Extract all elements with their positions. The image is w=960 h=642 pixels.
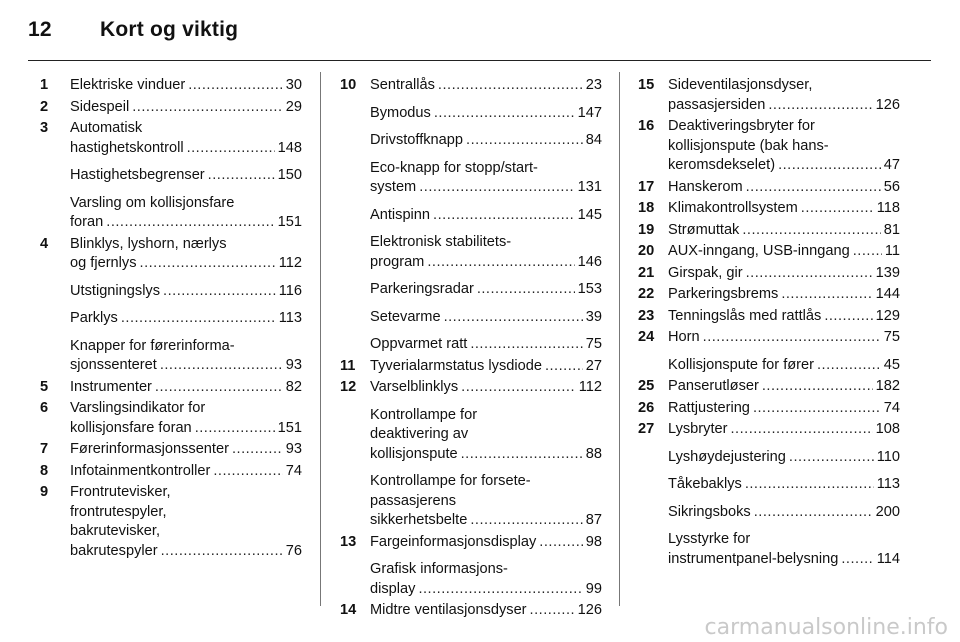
page-reference: 81 — [883, 221, 900, 238]
entry-label: Panserutløser — [668, 378, 759, 394]
index-entry — [40, 194, 302, 233]
item-number: 18 — [638, 200, 655, 216]
entry-last-line — [70, 440, 302, 460]
dot-leader — [762, 377, 873, 397]
header-rule — [28, 60, 931, 61]
entry-text-line: Elektronisk stabilitets- — [370, 234, 512, 250]
index-entry — [340, 335, 602, 355]
item-number: 12 — [340, 379, 357, 395]
dot-leader — [824, 307, 872, 327]
entry-last-line — [370, 601, 602, 621]
entry-last-line — [370, 378, 602, 398]
index-entry — [40, 399, 302, 438]
dot-leader — [208, 166, 275, 186]
item-number: 24 — [638, 329, 655, 345]
entry-text-line: Varsling om kollisjonsfare — [70, 194, 235, 211]
entry-label: Førerinformasjonssenter — [70, 441, 229, 457]
index-entry — [340, 601, 602, 621]
page-number: 12 — [28, 18, 52, 41]
dot-leader — [155, 378, 283, 398]
entry-label: Elektriske vinduer — [70, 77, 186, 93]
dot-leader — [466, 131, 583, 151]
dot-leader — [160, 356, 283, 376]
entry-last-line — [668, 448, 900, 468]
dot-leader — [817, 356, 881, 376]
entry-last-line — [70, 213, 302, 233]
page-reference: 88 — [585, 445, 602, 462]
page-reference: 93 — [285, 441, 302, 457]
dot-leader — [853, 242, 882, 262]
entry-last-line — [668, 399, 900, 419]
item-number: 3 — [40, 120, 49, 136]
entry-label: Rattjustering — [668, 399, 750, 416]
page-reference: 113 — [876, 476, 900, 492]
entry-label: sjonssenteret — [70, 357, 157, 373]
item-number: 25 — [638, 378, 655, 394]
entry-last-line — [668, 221, 900, 241]
index-column-2 — [340, 76, 602, 623]
entry-label: Hanskerom — [668, 178, 743, 195]
dot-leader — [187, 139, 275, 159]
index-entry — [340, 308, 602, 328]
dot-leader — [754, 503, 873, 523]
entry-label: Setevarme — [370, 308, 441, 325]
entry-last-line — [370, 178, 602, 198]
entry-text-line: Eco-knapp for stopp/start- — [370, 159, 538, 176]
index-entry — [40, 378, 302, 398]
page-reference: 126 — [577, 602, 602, 618]
index-entry — [40, 440, 302, 460]
entry-label: Instrumenter — [70, 378, 152, 395]
entry-text-line: Varslingsindikator for — [70, 400, 206, 416]
entry-last-line — [370, 533, 602, 553]
index-entry — [638, 76, 900, 115]
dot-leader — [461, 445, 583, 465]
entry-label: Parklys — [70, 310, 118, 326]
dot-leader — [419, 178, 574, 198]
entry-last-line — [668, 199, 900, 219]
entry-text-line: passasjerens — [370, 492, 456, 509]
entry-label: Varselblinklys — [370, 379, 459, 395]
item-number: 16 — [638, 118, 655, 134]
page-reference: 82 — [285, 378, 302, 395]
index-entry — [340, 378, 602, 398]
dot-leader — [730, 420, 872, 440]
index-entry — [40, 337, 302, 376]
page-reference: 74 — [883, 399, 900, 416]
page-reference: 75 — [585, 336, 602, 352]
item-number: 6 — [40, 400, 49, 416]
entry-last-line — [668, 377, 900, 397]
entry-last-line — [668, 550, 900, 570]
watermark: carmanualsonline.info — [704, 615, 948, 640]
entry-label: Fargeinformasjonsdisplay — [370, 533, 537, 550]
page-reference: 11 — [884, 243, 900, 259]
item-number: 26 — [638, 399, 655, 416]
dot-leader — [781, 285, 872, 305]
entry-last-line — [70, 98, 302, 118]
index-entry — [638, 199, 900, 219]
entry-label: Parkeringsbrems — [668, 286, 779, 302]
entry-label: Lyshøydejustering — [668, 448, 786, 465]
entry-last-line — [370, 357, 602, 377]
entry-last-line — [370, 104, 602, 124]
page-reference: 27 — [585, 357, 602, 374]
item-number: 22 — [638, 286, 655, 302]
dot-leader — [132, 98, 283, 118]
page-title: Kort og viktig — [100, 18, 239, 41]
item-number: 2 — [40, 98, 49, 115]
index-entry — [638, 178, 900, 198]
page-reference: 146 — [577, 253, 602, 270]
index-entry — [340, 472, 602, 531]
index-entry — [638, 475, 900, 495]
page-reference: 151 — [277, 419, 302, 436]
dot-leader — [163, 282, 276, 302]
page-reference: 98 — [585, 533, 602, 550]
index-entry — [340, 104, 602, 124]
page-reference: 200 — [875, 503, 900, 520]
index-entry — [638, 328, 900, 348]
entry-last-line — [70, 542, 302, 562]
entry-last-line — [370, 131, 602, 151]
item-number: 23 — [638, 307, 655, 324]
entry-last-line — [370, 580, 602, 600]
page-reference: 148 — [277, 139, 302, 156]
entry-label: Sidespeil — [70, 98, 130, 115]
entry-last-line — [370, 280, 602, 300]
entry-text-line: Kontrollampe for forsete- — [370, 473, 531, 489]
index-entry — [40, 235, 302, 274]
dot-leader — [470, 335, 582, 355]
index-entry — [40, 309, 302, 329]
dot-leader — [801, 199, 874, 219]
dot-leader — [121, 309, 276, 329]
entry-label: Strømuttak — [668, 221, 740, 238]
page-reference: 93 — [285, 357, 302, 373]
entry-label: passasjersiden — [668, 96, 766, 113]
dot-leader — [745, 475, 874, 495]
entry-text-line: Frontrutevisker, — [70, 484, 171, 500]
entry-label: Antispinn — [370, 206, 431, 223]
page-reference: 144 — [875, 286, 900, 302]
item-number: 9 — [40, 484, 49, 500]
index-entry — [340, 131, 602, 151]
dot-leader — [539, 533, 582, 553]
index-entry — [638, 307, 900, 327]
page-reference: 99 — [585, 580, 602, 597]
item-number: 11 — [340, 357, 356, 374]
index-entry — [40, 483, 302, 561]
dot-leader — [106, 213, 274, 233]
entry-label: Midtre ventilasjonsdyser — [370, 602, 527, 618]
entry-label: Sentrallås — [370, 77, 435, 93]
entry-label: Hastighetsbegrenser — [70, 167, 205, 183]
entry-label: system — [370, 179, 417, 195]
dot-leader — [789, 448, 874, 468]
page-reference: 108 — [875, 421, 900, 437]
dot-leader — [703, 328, 881, 348]
page-reference: 151 — [277, 214, 302, 230]
page-reference: 126 — [875, 96, 900, 113]
dot-leader — [213, 462, 282, 482]
entry-last-line — [668, 307, 900, 327]
entry-label: Bymodus — [370, 104, 431, 121]
entry-label: instrumentpanel-belysning — [668, 550, 839, 567]
dot-leader — [232, 440, 283, 460]
entry-label: keromsdekselet) — [668, 157, 776, 173]
page-reference: 153 — [577, 281, 602, 297]
dot-leader — [778, 156, 881, 176]
dot-leader — [530, 601, 575, 621]
entry-label: AUX-inngang, USB-inngang — [668, 243, 850, 259]
index-column-3 — [638, 76, 900, 571]
index-entry — [638, 242, 900, 262]
entry-last-line — [370, 511, 602, 531]
entry-last-line — [668, 475, 900, 495]
entry-last-line — [370, 335, 602, 355]
item-number: 21 — [638, 264, 655, 281]
entry-label: Klimakontrollsystem — [668, 200, 798, 216]
index-entry — [638, 530, 900, 569]
index-entry — [340, 159, 602, 198]
entry-last-line — [70, 282, 302, 302]
dot-leader — [195, 419, 275, 439]
dot-leader — [433, 206, 575, 226]
index-entry — [340, 76, 602, 96]
page-reference: 145 — [577, 206, 602, 223]
dot-leader — [841, 550, 873, 570]
page-reference: 29 — [285, 98, 302, 115]
dot-leader — [427, 253, 574, 273]
index-entry — [340, 406, 602, 465]
entry-label: Girspak, gir — [668, 264, 743, 281]
entry-text-line: bakrutevisker, — [70, 523, 161, 539]
entry-last-line — [668, 328, 900, 348]
dot-leader — [545, 357, 583, 377]
index-entry — [40, 76, 302, 96]
entry-text-line: Sideventilasjonsdyser, — [668, 77, 813, 93]
dot-leader — [418, 580, 582, 600]
dot-leader — [477, 280, 575, 300]
page-reference: 74 — [285, 462, 302, 479]
entry-last-line — [668, 96, 900, 116]
dot-leader — [188, 76, 283, 96]
entry-label: Infotainmentkontroller — [70, 462, 211, 479]
entry-last-line — [668, 420, 900, 440]
item-number: 7 — [40, 441, 49, 457]
page-reference: 45 — [883, 356, 900, 373]
item-number: 8 — [40, 462, 49, 479]
entry-last-line — [70, 76, 302, 96]
page-reference: 75 — [883, 329, 900, 345]
index-entry — [638, 399, 900, 419]
entry-label: foran — [70, 214, 104, 230]
dot-leader — [470, 511, 582, 531]
entry-last-line — [70, 309, 302, 329]
page-reference: 114 — [876, 550, 900, 567]
entry-label: Drivstoffknapp — [370, 132, 464, 148]
index-entry — [638, 503, 900, 523]
entry-text-line: Kontrollampe for — [370, 406, 478, 423]
page-reference: 39 — [585, 308, 602, 325]
dot-leader — [434, 104, 575, 124]
page-reference: 87 — [585, 512, 602, 528]
entry-last-line — [370, 308, 602, 328]
index-entry — [638, 264, 900, 284]
entry-last-line — [668, 503, 900, 523]
index-entry — [638, 117, 900, 176]
item-number: 19 — [638, 221, 655, 238]
entry-label: Horn — [668, 329, 700, 345]
page-reference: 30 — [285, 77, 302, 93]
dot-leader — [438, 76, 583, 96]
entry-last-line — [668, 178, 900, 198]
index-entry — [340, 280, 602, 300]
entry-last-line — [370, 206, 602, 226]
index-entry — [638, 448, 900, 468]
entry-last-line — [70, 419, 302, 439]
entry-text-line: frontrutespyler, — [70, 503, 167, 520]
entry-last-line — [668, 242, 900, 262]
entry-label: Kollisjonspute for fører — [668, 356, 814, 373]
index-entry — [40, 462, 302, 482]
entry-last-line — [668, 156, 900, 176]
entry-last-line — [370, 76, 602, 96]
entry-last-line — [370, 253, 602, 273]
entry-last-line — [70, 462, 302, 482]
index-entry — [40, 119, 302, 158]
entry-last-line — [70, 378, 302, 398]
item-number: 27 — [638, 421, 655, 437]
dot-leader — [753, 399, 881, 419]
entry-label: Sikringsboks — [668, 503, 751, 520]
index-entry — [638, 285, 900, 305]
index-entry — [638, 221, 900, 241]
dot-leader — [746, 178, 881, 198]
entry-text-line: Deaktiveringsbryter for — [668, 118, 815, 134]
dot-leader — [461, 378, 576, 398]
item-number: 14 — [340, 602, 357, 618]
page-reference: 110 — [876, 448, 900, 465]
item-number: 5 — [40, 378, 49, 395]
entry-last-line — [370, 445, 602, 465]
page-reference: 131 — [577, 179, 602, 195]
item-number: 4 — [40, 235, 49, 252]
entry-label: Parkeringsradar — [370, 281, 474, 297]
entry-label: Oppvarmet ratt — [370, 336, 468, 352]
dot-leader — [746, 264, 873, 284]
item-number: 13 — [340, 533, 357, 550]
column-divider — [619, 72, 620, 606]
item-number: 20 — [638, 243, 655, 259]
entry-label: Lysbryter — [668, 421, 728, 437]
page-header — [28, 18, 238, 42]
index-entry — [638, 377, 900, 397]
entry-label: kollisjonsfare foran — [70, 419, 192, 436]
entry-label: display — [370, 580, 416, 597]
entry-last-line — [668, 356, 900, 376]
item-number: 17 — [638, 178, 655, 195]
dot-leader — [140, 254, 276, 274]
entry-last-line — [70, 166, 302, 186]
index-entry — [340, 233, 602, 272]
entry-text-line: Automatisk — [70, 120, 143, 136]
page-reference: 56 — [883, 178, 900, 195]
page-reference: 139 — [875, 264, 900, 281]
entry-label: Tåkebaklys — [668, 476, 742, 492]
entry-text-line: Knapper for førerinforma- — [70, 337, 235, 354]
index-entry — [340, 357, 602, 377]
index-column-1 — [40, 76, 302, 563]
dot-leader — [768, 96, 872, 116]
entry-last-line — [70, 254, 302, 274]
page-reference: 150 — [277, 167, 302, 183]
page-reference: 112 — [278, 255, 302, 271]
dot-leader — [742, 221, 880, 241]
entry-last-line — [668, 264, 900, 284]
dot-leader — [444, 308, 583, 328]
page-reference: 47 — [883, 157, 900, 173]
dot-leader — [161, 542, 283, 562]
page-reference: 118 — [876, 200, 900, 216]
entry-label: hastighetskontroll — [70, 139, 184, 156]
index-entry — [340, 560, 602, 599]
page-reference: 23 — [585, 77, 602, 93]
entry-last-line — [668, 285, 900, 305]
item-number: 10 — [340, 77, 357, 93]
entry-label: og fjernlys — [70, 255, 137, 271]
item-number: 1 — [40, 77, 49, 93]
index-entry — [40, 98, 302, 118]
page-reference: 182 — [875, 378, 900, 394]
page-reference: 129 — [875, 307, 900, 324]
entry-label: sikkerhetsbelte — [370, 512, 468, 528]
entry-label: kollisjonspute — [370, 445, 458, 462]
entry-last-line — [70, 356, 302, 376]
index-entry — [40, 166, 302, 186]
entry-label: bakrutespyler — [70, 542, 158, 559]
entry-text-line: Blinklys, lyshorn, nærlys — [70, 235, 227, 252]
entry-text-line: deaktivering av — [370, 426, 469, 442]
index-entry — [340, 533, 602, 553]
index-entry — [638, 420, 900, 440]
entry-last-line — [70, 139, 302, 159]
page-reference: 113 — [278, 310, 302, 326]
entry-label: Utstigningslys — [70, 282, 161, 299]
page-reference: 116 — [278, 282, 302, 299]
page-reference: 84 — [585, 132, 602, 148]
column-divider — [320, 72, 321, 606]
index-entry — [340, 206, 602, 226]
page-reference: 147 — [577, 104, 602, 121]
page-reference: 112 — [578, 379, 602, 395]
index-entry — [40, 282, 302, 302]
page-reference: 76 — [285, 542, 302, 559]
entry-label: Tyverialarmstatus lysdiode — [370, 357, 542, 374]
entry-text-line: kollisjonspute (bak hans- — [668, 137, 829, 154]
entry-label: program — [370, 253, 425, 270]
entry-text-line: Lysstyrke for — [668, 531, 751, 547]
index-entry — [638, 356, 900, 376]
entry-label: Tenningslås med rattlås — [668, 307, 822, 324]
entry-text-line: Grafisk informasjons- — [370, 561, 508, 577]
item-number: 15 — [638, 77, 655, 93]
